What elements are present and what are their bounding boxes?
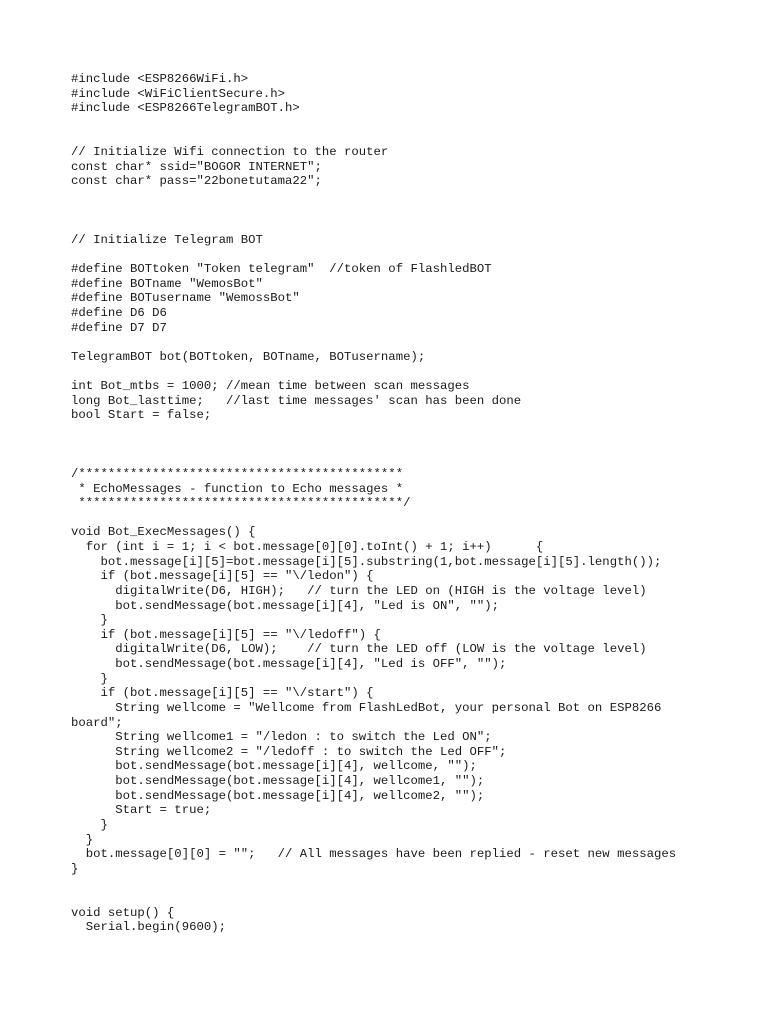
code-line: TelegramBOT bot(BOTtoken, BOTname, BOTusername); — [71, 349, 426, 364]
code-line: #define D7 D7 — [71, 320, 167, 335]
code-line: void setup() { — [71, 905, 175, 920]
code-line: } — [71, 817, 108, 832]
code-line — [71, 438, 751, 453]
code-line: ********************************************/ — [71, 496, 411, 511]
code-line: String wellcome = "Wellcome from FlashLedBot, your personal Bot on ESP8266 — [71, 700, 662, 715]
code-line: void Bot_ExecMessages() { — [71, 525, 256, 540]
code-line: #define D6 D6 — [71, 306, 167, 320]
code-line: * EchoMessages - function to Echo messages * — [71, 481, 404, 496]
code-line: #include <ESP8266TelegramBOT.h> — [71, 101, 300, 116]
code-line — [71, 204, 751, 219]
code-line: long Bot_lasttime; //last time messages' scan has been done — [71, 393, 522, 408]
code-line: if (bot.message[i][5] == "\/ledoff") { — [71, 627, 381, 642]
code-line — [71, 218, 751, 233]
code-line: bot.sendMessage(bot.message[i][4], "Led is OFF", ""); — [71, 657, 507, 671]
code-line: String wellcome2 = "/ledoff : to switch the Led OFF"; — [71, 744, 507, 759]
code-line: // Initialize Wifi connection to the router — [71, 145, 389, 160]
code-line: // Initialize Telegram BOT — [71, 232, 263, 247]
code-line: const char* pass="22bonetutama22"; — [71, 174, 322, 189]
code-listing — [71, 72, 751, 935]
code-line: const char* ssid="BOGOR INTERNET"; — [71, 159, 322, 174]
code-line: bot.sendMessage(bot.message[i][4], "Led is ON", ""); — [71, 598, 500, 613]
code-line: /******************************************** — [71, 466, 404, 481]
code-line — [71, 452, 751, 467]
code-line: for (int i = 1; i < bot.message[0][0].toInt() + 1; i++) { — [71, 540, 544, 554]
code-line: bot.message[0][0] = ""; // All messages have been replied - reset new messages — [71, 847, 677, 862]
code-line: bot.sendMessage(bot.message[i][4], wellcome, ""); — [71, 759, 477, 774]
code-line — [71, 365, 751, 380]
code-line — [71, 876, 751, 891]
code-line — [71, 189, 751, 204]
code-line: String wellcome1 = "/ledon : to switch the Led ON"; — [71, 730, 492, 745]
code-line: #include <ESP8266WiFi.h> — [71, 72, 249, 86]
code-line: digitalWrite(D6, HIGH); // turn the LED on (HIGH is the voltage level) — [71, 583, 647, 598]
code-line: #define BOTname "WemosBot" — [71, 276, 263, 291]
code-line: } — [71, 613, 108, 628]
code-line: bool Start = false; — [71, 408, 212, 423]
code-line: } — [71, 832, 94, 847]
code-line — [71, 248, 751, 263]
code-line: board"; — [71, 715, 123, 730]
code-line: digitalWrite(D6, LOW); // turn the LED off (LOW is the voltage level) — [71, 642, 647, 657]
code-line: bot.message[i][5]=bot.message[i][5].substring(1,bot.message[i][5].length()); — [71, 554, 662, 569]
code-line: if (bot.message[i][5] == "\/start") { — [71, 686, 374, 701]
code-line — [71, 423, 751, 438]
code-line — [71, 131, 751, 146]
code-line: bot.sendMessage(bot.message[i][4], wellcome2, ""); — [71, 788, 485, 803]
code-line — [71, 891, 751, 906]
code-line: #include <WiFiClientSecure.h> — [71, 86, 286, 101]
code-line: int Bot_mtbs = 1000; //mean time between scan messages — [71, 379, 470, 394]
code-line: bot.sendMessage(bot.message[i][4], wellcome1, ""); — [71, 774, 485, 788]
code-line: #define BOTtoken "Token telegram" //token of FlashledBOT — [71, 262, 492, 277]
code-line: Serial.begin(9600); — [71, 920, 226, 935]
code-line: Start = true; — [71, 803, 212, 818]
code-line: if (bot.message[i][5] == "\/ledon") { — [71, 569, 374, 584]
code-line: } — [71, 861, 79, 876]
code-line: #define BOTusername "WemossBot" — [71, 291, 300, 306]
code-line — [71, 116, 751, 131]
code-line: } — [71, 671, 108, 686]
code-line — [71, 511, 751, 526]
code-line — [71, 335, 751, 350]
